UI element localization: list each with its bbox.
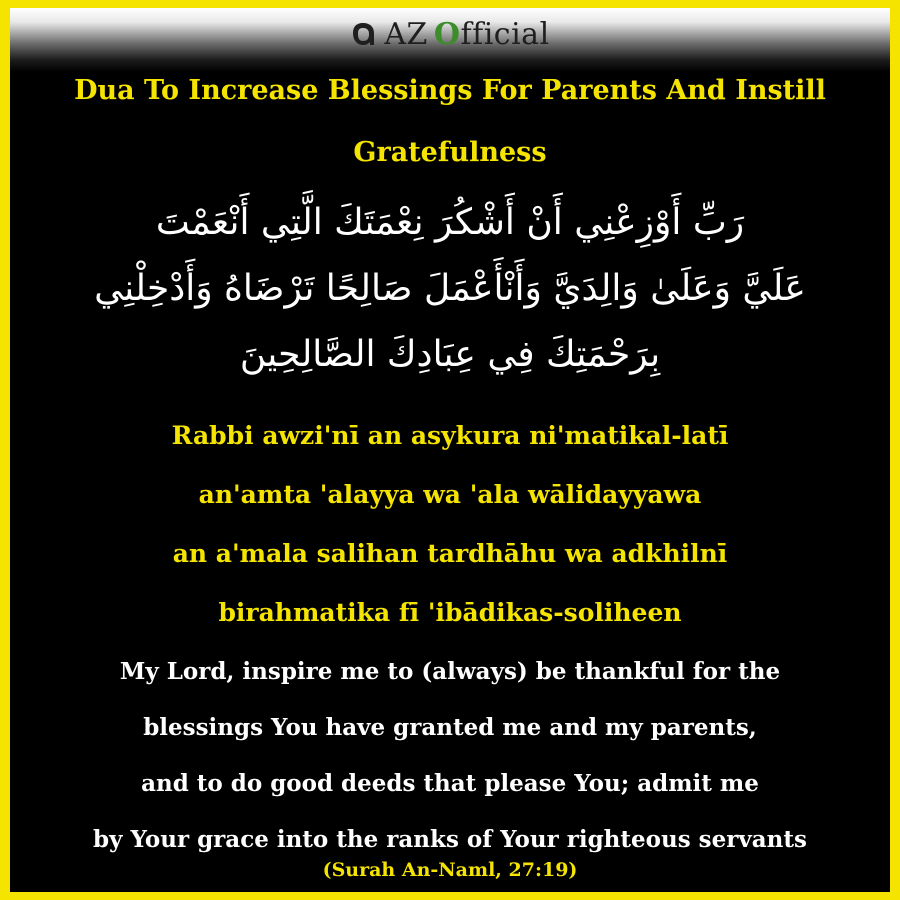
content-card — [10, 8, 890, 892]
az-a-logo-icon — [350, 19, 376, 49]
brand-prefix: AZ — [384, 16, 428, 52]
translation-line: blessings You have granted me and my parents, — [143, 714, 757, 741]
brand-wordmark — [384, 17, 549, 52]
arabic-line: بِرَحْمَتِكَ فِي عِبَادِكَ الصَّالِحِينَ — [239, 334, 661, 375]
transliteration-line: birahmatika fī 'ibādikas-soliheen — [218, 598, 682, 627]
arabic-line: عَلَيَّ وَعَلَىٰ وَالِدَيَّ وَأَنْأَعْمَلَ صَالِحًا تَرْضَاهُ وَأَدْخِلْنِي — [94, 268, 806, 309]
title-line: Gratefulness — [353, 137, 547, 168]
transliteration — [20, 406, 880, 642]
brand-o-leaf: O — [433, 16, 461, 52]
translation-line: My Lord, inspire me to (always) be thankful for the — [119, 658, 781, 685]
translation-line: and to do good deeds that please You; admit me — [141, 770, 759, 797]
arabic-line: رَبِّ أَوْزِعْنِي أَنْ أَشْكُرَ نِعْمَتَكَ الَّتِي أَنْعَمْتَ — [155, 202, 745, 243]
transliteration-line: an'amta 'alayya wa 'ala wālidayyawa — [198, 480, 702, 509]
title-line: Dua To Increase Blessings For Parents And Instill — [74, 75, 826, 106]
quran-reference: (Surah An-Naml, 27:19) — [322, 859, 578, 881]
brand-header — [10, 14, 890, 54]
transliteration-line: an a'mala salihan tardhāhu wa adkhilnī — [172, 539, 728, 568]
transliteration-line: Rabbi awzi'nī an asykura ni'matikal-latī — [171, 421, 729, 450]
translation-line: by Your grace into the ranks of Your righteous servants — [93, 826, 807, 853]
brand-suffix: fficial — [460, 16, 550, 52]
arabic-dua — [40, 190, 860, 388]
translation — [16, 644, 884, 868]
page-title — [30, 60, 870, 184]
